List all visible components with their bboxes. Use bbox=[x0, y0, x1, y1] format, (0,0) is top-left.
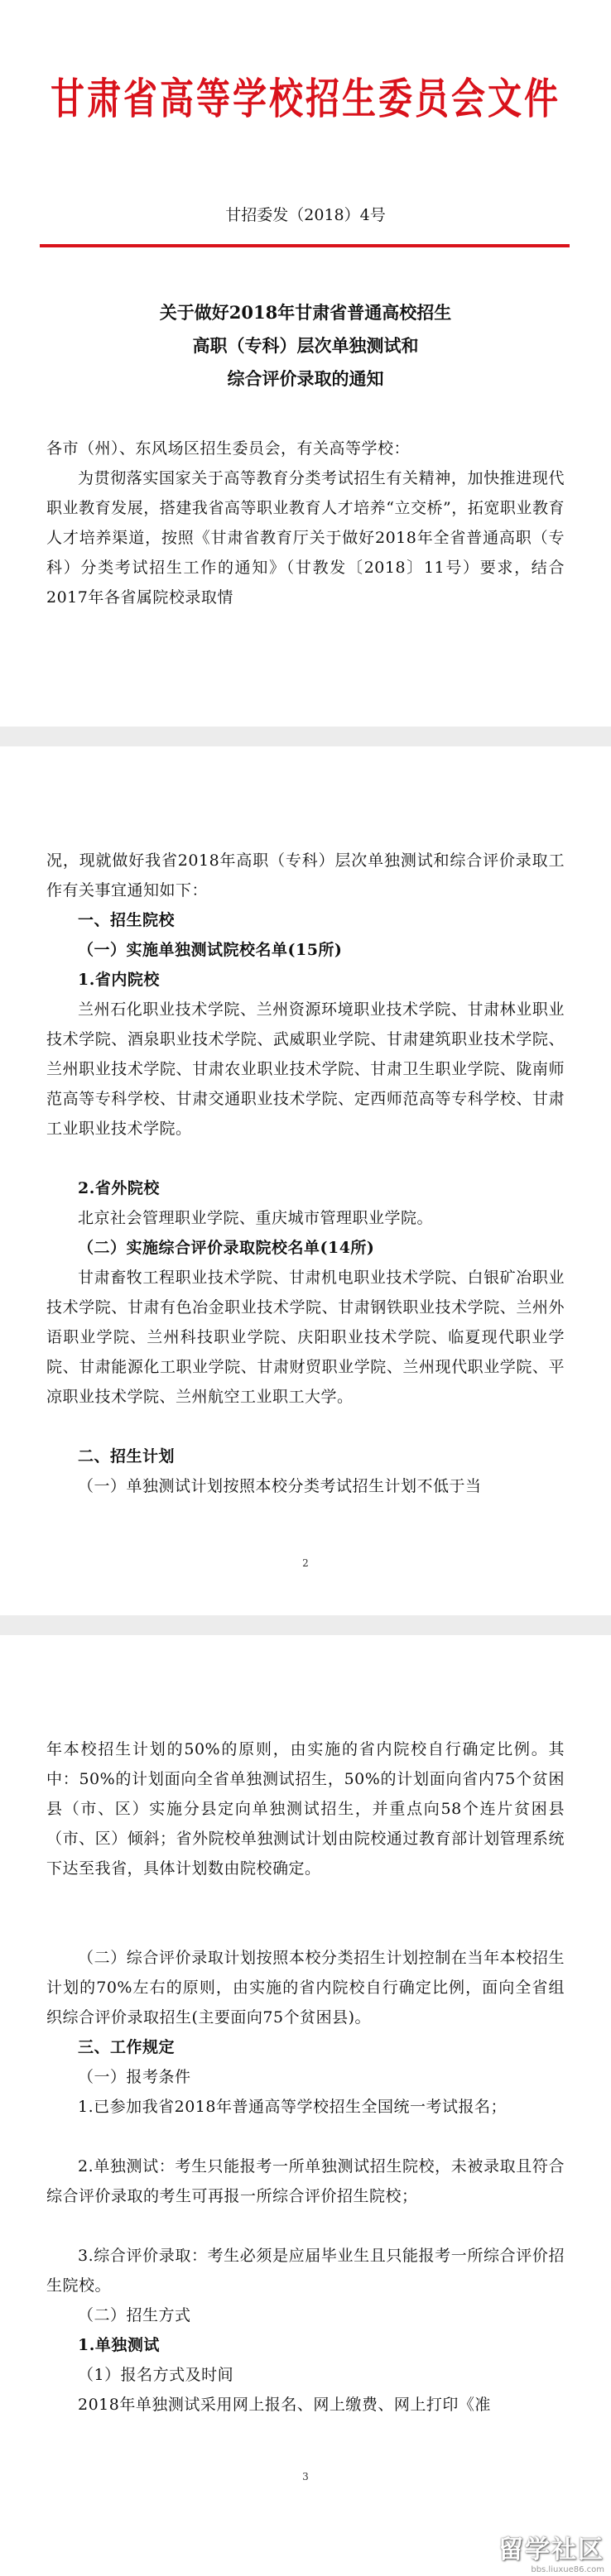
page-number: 2 bbox=[302, 1557, 309, 1569]
out-province-schools: 北京社会管理职业学院、重庆城市管理职业学院。 bbox=[78, 1209, 434, 1227]
condition-1: 1.已参加我省2018年普通高等学校招生全国统一考试报名； bbox=[78, 2098, 507, 2116]
plan-paragraph-1: （一）单独测试计划按照本校分类考试招生计划不低于当 bbox=[78, 1477, 482, 1495]
document-page-2 bbox=[0, 746, 611, 1615]
section-heading-2: 二、招生计划 bbox=[78, 1447, 176, 1465]
registration-paragraph: 2018年单独测试采用网上报名、网上缴费、网上打印《准 bbox=[78, 2396, 491, 2414]
document-number: 甘招委发（2018）4号 bbox=[225, 206, 386, 224]
heading-registration: （1）报名方式及时间 bbox=[78, 2366, 234, 2384]
watermark bbox=[498, 2529, 604, 2574]
page-number: 3 bbox=[302, 2471, 309, 2482]
continuation-paragraph: 况，现就做好我省2018年高职（专科）层次单独测试和综合评价录取工作有关事宜通知如下： bbox=[46, 851, 565, 899]
plan-paragraph-2: （二）综合评价录取计划按照本校分类招生计划控制在当年本校招生计划的70%左右的原则，由实施的省内院校自行确定比例，面向全省组织综合评价录取招生(主要面向75个贫困县)。 bbox=[46, 1949, 565, 2027]
comprehensive-schools: 甘肃畜牧工程职业技术学院、甘肃机电职业技术学院、白银矿冶职业技术学院、甘肃有色冶金职业技术学院、甘肃钢铁职业技术学院、兰州外语职业学院、兰州科技职业学院、庆阳职业技术学院、临夏现代职业学院、甘肃能源化工职业学院、甘肃财贸职业学院、兰州现代职业学院、平凉职业技术学院、兰州航空工业职工大学。 bbox=[46, 1269, 565, 1406]
heading-in-province: 1.省内院校 bbox=[78, 971, 160, 989]
subsection-heading-single-test: （一）实施单独测试院校名单(15所) bbox=[78, 941, 343, 959]
heading-single-test: 1.单独测试 bbox=[78, 2336, 160, 2354]
subsection-heading-conditions: （一）报考条件 bbox=[78, 2068, 191, 2086]
red-heading: 甘肃省高等学校招生委员会文件 bbox=[51, 74, 560, 124]
condition-2: 2.单独测试：考生只能报考一所单独测试招生院校，未被录取且符合综合评价录取的考生可再报一所综合评价招生院校； bbox=[46, 2157, 565, 2205]
document-page-1 bbox=[0, 0, 611, 727]
watermark-logo-text: 留学社区 bbox=[498, 2535, 604, 2564]
plan-paragraph-1-continued: 年本校招生计划的50%的原则，由实施的省内院校自行确定比例。其中：50%的计划面向全省单独测试招生，50%的计划面向省内75个贫困县（市、区）实施分县定向单独测试招生，并重点向58个连片贫困县（市、区）倾斜；省外院校单独测试计划由院校通过教育部计划管理系统下达至我省，具体计划数由院校确定。 bbox=[46, 1740, 565, 1878]
document-page-3 bbox=[0, 1635, 611, 2576]
heading-out-province: 2.省外院校 bbox=[78, 1179, 160, 1197]
watermark-url: bbs.liuxue86.com bbox=[531, 2565, 604, 2574]
title-line-3: 综合评价录取的通知 bbox=[227, 368, 384, 389]
red-divider bbox=[40, 244, 570, 247]
subsection-heading-methods: （二）招生方式 bbox=[78, 2306, 191, 2324]
title-line-1: 关于做好2018年甘肃省普通高校招生 bbox=[159, 302, 452, 323]
intro-paragraph: 为贯彻落实国家关于高等教育分类考试招生有关精神，加快推进现代职业教育发展，搭建我省高等职业教育人才培养“立交桥”，拓宽职业教育人才培养渠道，按照《甘肃省教育厅关于做好2018年全省普通高职（专科）分类考试招生工作的通知》（甘教发〔2018〕11号）要求，结合2017年各省属院校录取情 bbox=[46, 469, 565, 607]
in-province-schools: 兰州石化职业技术学院、兰州资源环境职业技术学院、甘肃林业职业技术学院、酒泉职业技术学院、武威职业学院、甘肃建筑职业技术学院、兰州职业技术学院、甘肃农业职业技术学院、甘肃卫生职业学院、陇南师范高等专科学校、甘肃交通职业技术学院、定西师范高等专科学校、甘肃工业职业技术学院。 bbox=[46, 1000, 565, 1138]
condition-3: 3.综合评价录取：考生必须是应届毕业生且只能报考一所综合评价招生院校。 bbox=[46, 2247, 565, 2295]
title-line-2: 高职（专科）层次单独测试和 bbox=[192, 335, 419, 356]
section-heading-1: 一、招生院校 bbox=[78, 911, 176, 929]
subsection-heading-comprehensive: （二）实施综合评价录取院校名单(14所) bbox=[78, 1239, 375, 1257]
addressee: 各市（州）、东风场区招生委员会，有关高等学校： bbox=[46, 439, 411, 458]
section-heading-3: 三、工作规定 bbox=[78, 2038, 176, 2056]
